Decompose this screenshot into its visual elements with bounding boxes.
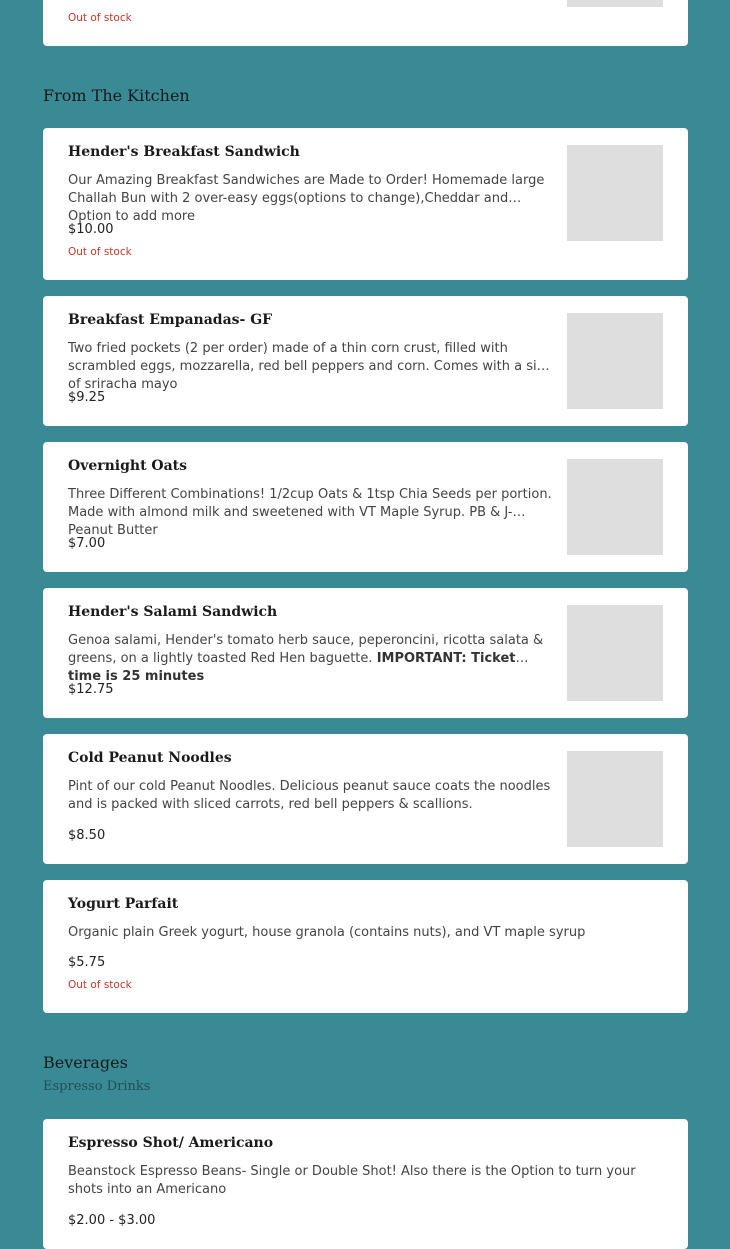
item-price: $5.75 xyxy=(68,955,106,970)
item-price: $10.00 xyxy=(68,222,114,237)
menu-item-card[interactable] xyxy=(43,734,688,864)
item-description-text: Genoa salami, Hender's tomato herb sauce, peperoncini, ricotta salata & greens, on a lightly toasted Red Hen baguette. xyxy=(68,633,544,666)
item-price: $9.25 xyxy=(68,390,106,405)
out-of-stock-label: Out of stock xyxy=(68,12,132,24)
item-image-placeholder xyxy=(567,0,663,7)
item-title: Yogurt Parfait xyxy=(68,896,179,912)
item-image-placeholder xyxy=(567,313,663,409)
item-title: Breakfast Empanadas- GF xyxy=(68,312,273,328)
menu-item-card[interactable] xyxy=(43,1119,688,1249)
menu-item-card[interactable] xyxy=(43,128,688,280)
item-description: Two fried pockets (2 per order) made of a thin corn crust, filled with scrambled eggs, mozzarella, red bell peppers and corn. Comes with a side of sriracha mayo xyxy=(68,341,553,392)
item-image-placeholder xyxy=(567,751,663,847)
item-description: Three Different Combinations! 1/2cup Oats & 1tsp Chia Seeds per portion. Made with almond milk and sweetened with VT Maple Syrup. PB & J- Peanut Butter xyxy=(68,487,552,538)
item-title: Espresso Shot/ Americano xyxy=(68,1135,274,1151)
item-title: Cold Peanut Noodles xyxy=(68,750,232,766)
item-price: $12.75 xyxy=(68,682,114,697)
menu-item-card[interactable] xyxy=(43,880,688,1013)
item-price: $2.00 - $3.00 xyxy=(68,1213,156,1228)
item-title: Hender's Salami Sandwich xyxy=(68,604,278,620)
item-price: $8.50 xyxy=(68,828,106,843)
item-description: Beanstock Espresso Beans- Single or Double Shot! Also there is the Option to turn your shots into an Americano xyxy=(68,1164,636,1197)
item-image-placeholder xyxy=(567,605,663,701)
menu-item-card[interactable] xyxy=(43,442,688,572)
out-of-stock-label: Out of stock xyxy=(68,246,132,258)
item-image-placeholder xyxy=(567,459,663,555)
item-title: Overnight Oats xyxy=(68,458,188,474)
menu-item-card[interactable] xyxy=(43,0,688,46)
out-of-stock-label: Out of stock xyxy=(68,979,132,991)
section-title-kitchen: From The Kitchen xyxy=(43,86,190,105)
section-subtitle-espresso: Espresso Drinks xyxy=(43,1079,151,1094)
section-title-beverages: Beverages xyxy=(43,1053,128,1072)
item-title: Hender's Breakfast Sandwich xyxy=(68,144,300,160)
item-description-important: IMPORTANT: Ticket time is 25 minutes xyxy=(68,651,516,684)
menu-item-card[interactable] xyxy=(43,296,688,426)
item-price: $7.00 xyxy=(68,536,106,551)
item-description xyxy=(68,632,553,684)
item-image-placeholder xyxy=(567,145,663,241)
menu-item-card[interactable] xyxy=(43,588,688,718)
item-description: Organic plain Greek yogurt, house granola (contains nuts), and VT maple syrup xyxy=(68,925,586,940)
item-description: Pint of our cold Peanut Noodles. Delicious peanut sauce coats the noodles and is packed with sliced carrots, red bell peppers & scallions. xyxy=(68,779,551,812)
item-description: Our Amazing Breakfast Sandwiches are Made to Order! Homemade large Challah Bun with 2 over-easy eggs(options to change),Cheddar and Option to add more xyxy=(68,173,545,224)
